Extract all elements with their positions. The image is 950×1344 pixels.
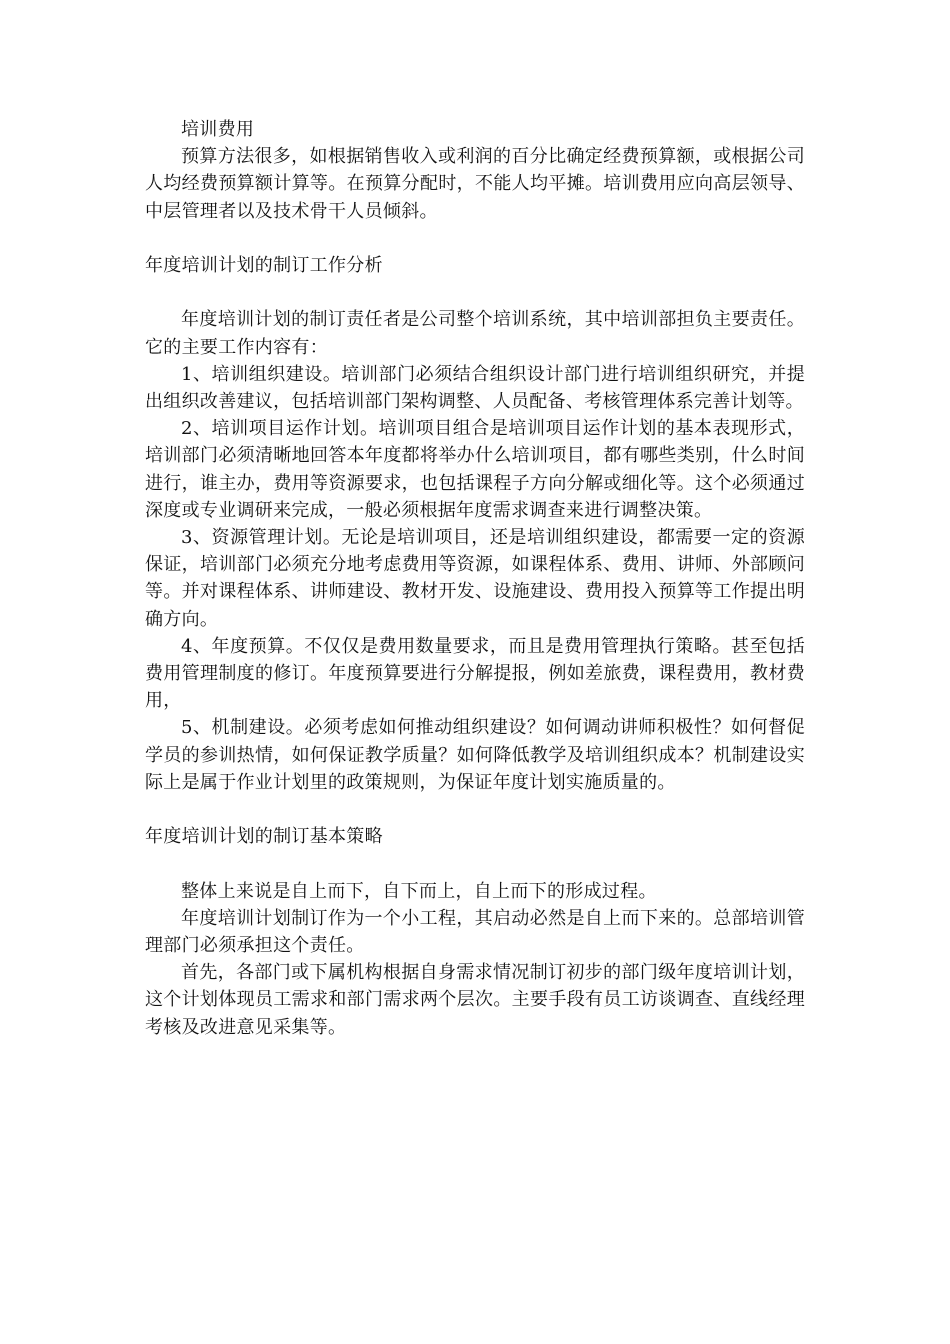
paragraph: 1、培训组织建设。培训部门必须结合组织设计部门进行培训组织研究，并提出组织改善建议，包括培训部门架构调整、人员配备、考核管理体系完善计划等。: [145, 363, 805, 412]
paragraph: 3、资源管理计划。无论是培训项目，还是培训组织建设，都需要一定的资源保证，培训部门必须充分地考虑费用等资源，如课程体系、费用、讲师、外部顾问等。并对课程体系、讲师建设、教材开发、设施建设、费用投入预算等工作提出明确方向。: [145, 527, 805, 630]
blank-line: [145, 796, 805, 823]
paragraph: 5、机制建设。必须考虑如何推动组织建设？如何调动讲师积极性？如何督促学员的参训热情，如何保证教学质量？如何降低教学及培训组织成本？机制建设实际上是属于作业计划里的政策规则，为保证年度计划实施质量的。: [145, 717, 805, 793]
blank-line: [145, 279, 805, 306]
paragraph: 培训费用: [181, 119, 255, 140]
document-body: [145, 116, 805, 1041]
paragraph: 整体上来说是自上而下，自下而上，自上而下的形成过程。: [181, 880, 657, 902]
blank-line: [145, 225, 805, 252]
section-heading: 年度培训计划的制订工作分析: [145, 255, 383, 276]
paragraph: 预算方法很多，如根据销售收入或利润的百分比确定经费预算额，或根据公司人均经费预算额计算等。在预算分配时，不能人均平摊。培训费用应向高层领导、中层管理者以及技术骨干人员倾斜。: [145, 146, 805, 222]
blank-line: [145, 850, 805, 877]
paragraph: 4、年度预算。不仅仅是费用数量要求，而且是费用管理执行策略。甚至包括费用管理制度的修订。年度预算要进行分解提报，例如差旅费，课程费用，教材费用，: [145, 635, 805, 712]
paragraph: 首先，各部门或下属机构根据自身需求情况制订初步的部门级年度培训计划，这个计划体现员工需求和部门需求两个层次。主要手段有员工访谈调查、直线经理考核及改进意见采集等。: [145, 962, 805, 1038]
paragraph: 年度培训计划制订作为一个小工程，其启动必然是自上而下来的。总部培训管理部门必须承担这个责任。: [145, 907, 805, 957]
paragraph: 2、培训项目运作计划。培训项目组合是培训项目运作计划的基本表现形式，培训部门必须清晰地回答本年度都将举办什么培训项目，都有哪些类别，什么时间进行，谁主办，费用等资源要求，也包括课程子方向分解或细化等。这个必须通过深度或专业调研来完成，一般必须根据年度需求调查来进行调整决策。: [145, 418, 805, 521]
section-heading: 年度培训计划的制订基本策略: [145, 826, 383, 848]
paragraph: 年度培训计划的制订责任者是公司整个培训系统，其中培训部担负主要责任。它的主要工作内容有：: [145, 309, 805, 358]
